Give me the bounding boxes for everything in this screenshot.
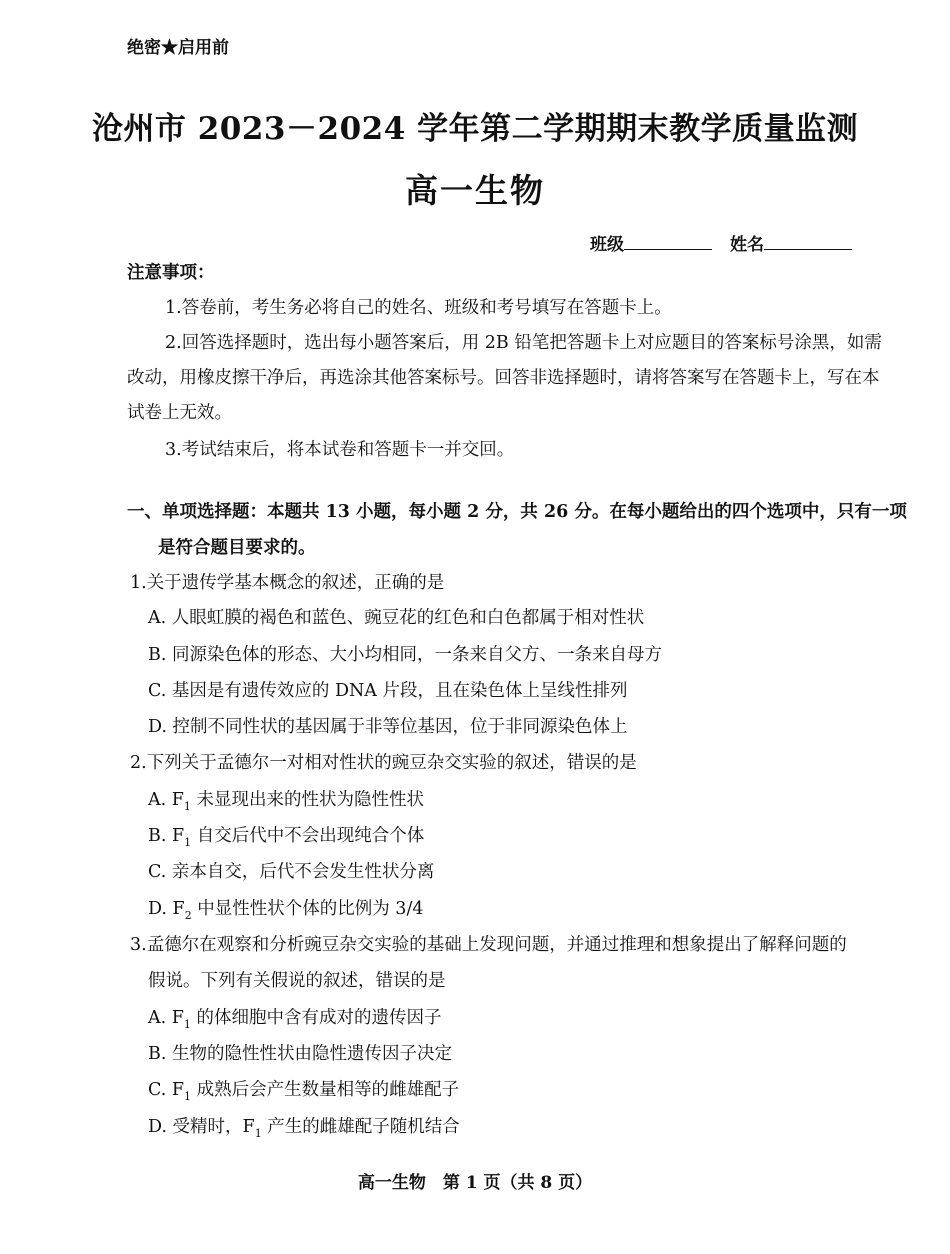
- name-blank: [764, 233, 852, 250]
- section-heading-line-1: 一、单项选择题：本题共 13 小题，每小题 2 分，共 26 分。在每小题给出的四个选项中，只有一项: [127, 502, 907, 522]
- q3-option-a: A. $F_1$ 的体细胞中含有成对的遗传因子: [148, 1008, 442, 1031]
- note-3: 3.考试结束后，将本试卷和答题卡一并交回。: [165, 440, 515, 460]
- page-footer: 高一生物 第 1 页（共 8 页）: [357, 1173, 593, 1193]
- notes-heading: 注意事项：: [127, 263, 215, 283]
- confidential-mark: 绝密★启用前: [127, 38, 229, 58]
- q2-stem: 2.下列关于孟德尔一对相对性状的豌豆杂交实验的叙述，错误的是: [130, 753, 637, 773]
- exam-title: 沧州市 2023－2024 学年第二学期期末教学质量监测: [91, 111, 859, 147]
- q2-option-d: D. $F_2$ 中显性性状个体的比例为 3/4: [148, 899, 424, 922]
- note-2-line-3: 试卷上无效。: [127, 403, 232, 423]
- section-heading-line-2: 是符合题目要求的。: [158, 538, 316, 558]
- student-info: [590, 230, 852, 255]
- q1-option-b: B. 同源染色体的形态、大小均相同，一条来自父方、一条来自母方: [148, 645, 662, 665]
- q1-option-a: A. 人眼虹膜的褐色和蓝色、豌豆花的红色和白色都属于相对性状: [148, 608, 645, 628]
- note-2-line-1: 2.回答选择题时，选出每小题答案后，用 2B 铅笔把答题卡上对应题目的答案标号涂黑，如需: [165, 333, 882, 353]
- q3-option-c: C. $F_1$ 成熟后会产生数量相等的雌雄配子: [148, 1080, 460, 1103]
- q2-option-a: A. $F_1$ 未显现出来的性状为隐性性状: [148, 790, 424, 813]
- q3-stem-line-2: 假说。下列有关假说的叙述，错误的是: [148, 971, 446, 991]
- q2-option-b: B. $F_1$ 自交后代中不会出现纯合个体: [148, 826, 425, 849]
- q3-option-d: D. 受精时，$F_1$ 产生的雌雄配子随机结合: [148, 1117, 460, 1140]
- q1-stem: 1.关于遗传学基本概念的叙述，正确的是: [130, 573, 445, 593]
- q3-option-b: B. 生物的隐性性状由隐性遗传因子决定: [148, 1044, 452, 1064]
- note-1: 1.答卷前，考生务必将自己的姓名、班级和考号填写在答题卡上。: [165, 298, 672, 318]
- q2-option-c: C. 亲本自交，后代不会发生性状分离: [148, 862, 435, 882]
- note-2-line-2: 改动，用橡皮擦干净后，再选涂其他答案标号。回答非选择题时，请将答案写在答题卡上，写在本: [127, 368, 880, 388]
- q3-stem-line-1: 3.孟德尔在观察和分析豌豆杂交实验的基础上发现问题，并通过推理和想象提出了解释问题的: [130, 935, 847, 955]
- subject-title: 高一生物: [405, 171, 545, 210]
- class-blank: [624, 233, 712, 250]
- q1-option-c: C. 基因是有遗传效应的 DNA 片段，且在染色体上呈线性排列: [148, 681, 628, 701]
- class-label: 班级: [590, 235, 624, 255]
- q1-option-d: D. 控制不同性状的基因属于非等位基因，位于非同源染色体上: [148, 717, 628, 737]
- name-label: 姓名: [730, 235, 764, 255]
